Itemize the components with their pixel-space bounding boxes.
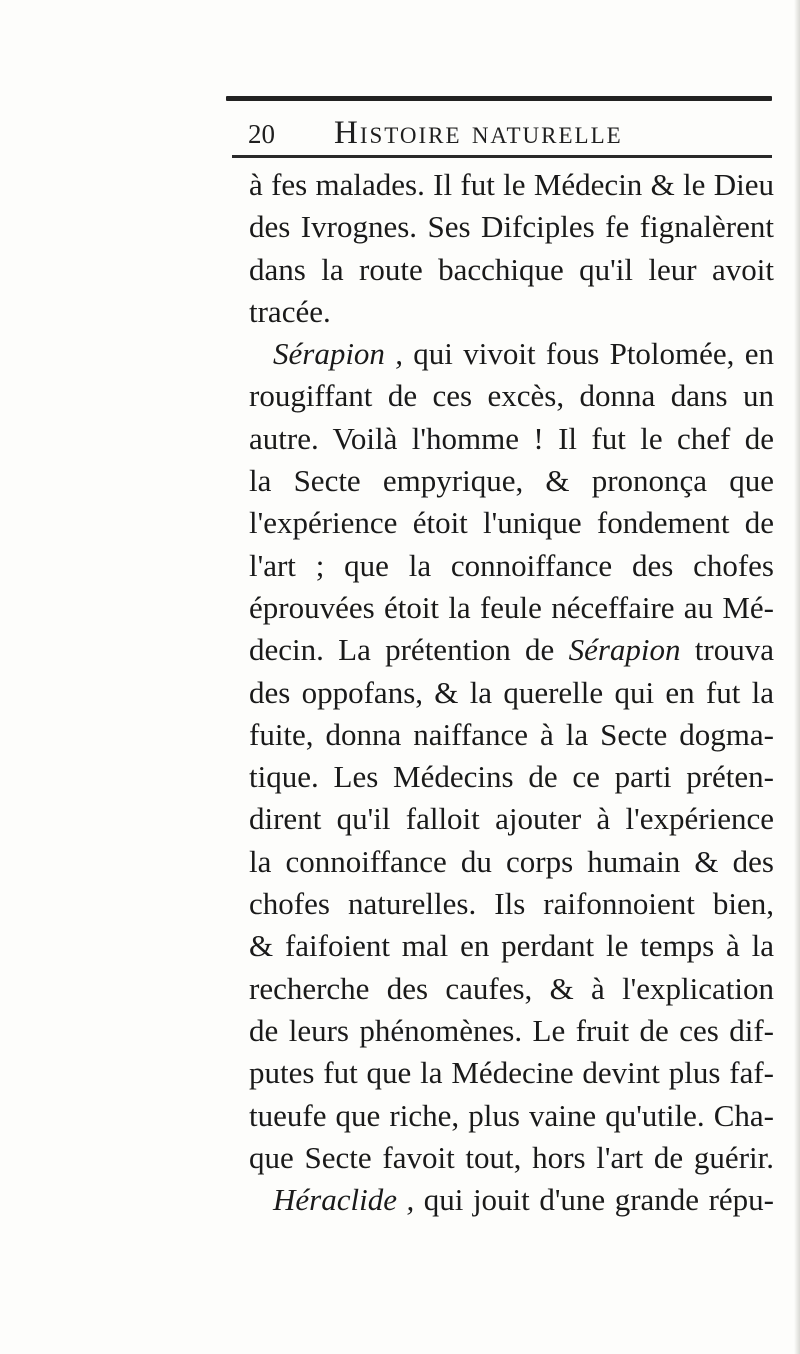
line-text: autre. Voilà l'homme ! Il fut le chef de	[249, 420, 774, 456]
line-text: éprouvées étoit la feule néceffaire au Mé-	[249, 589, 774, 625]
header-rule	[232, 155, 772, 158]
text-line	[249, 164, 774, 206]
italic-name: Sérapion	[568, 632, 681, 668]
italic-name: Sérapion ,	[273, 336, 403, 372]
line-text: tueufe que riche, plus vaine qu'utile. Cha-	[249, 1097, 774, 1133]
page-number: 20	[248, 119, 275, 149]
text-line	[249, 1137, 774, 1179]
line-text: fuite, donna naiffance à la Secte dogma-	[249, 716, 774, 752]
line-text: trouva	[680, 632, 774, 668]
line-text: tique. Les Médecins de ce parti préten-	[249, 759, 774, 795]
text-line	[249, 249, 774, 291]
text-line	[249, 418, 774, 460]
line-text: l'expérience étoit l'unique fondement de	[249, 505, 774, 541]
line-text: à fes malades. Il fut le Médecin & le Dieu	[249, 167, 774, 202]
top-rule	[226, 96, 772, 101]
line-text: des Ivrognes. Ses Difciples fe fignalèrent	[249, 209, 774, 245]
line-text: rougiffant de ces excès, donna dans un	[249, 378, 774, 414]
text-line	[249, 714, 774, 756]
line-text: des oppofans, & la querelle qui en fut la	[249, 674, 774, 710]
line-text: qui jouit d'une grande répu-	[414, 1182, 774, 1218]
line-text: recherche des caufes, & à l'explication	[249, 970, 774, 1006]
text-line	[249, 1052, 774, 1094]
text-line	[249, 1095, 774, 1137]
text-line	[249, 1010, 774, 1052]
text-line	[249, 206, 774, 248]
line-text: l'art ; que la connoiffance des chofes	[249, 547, 774, 583]
text-line	[249, 883, 774, 925]
line-text: dirent qu'il falloit ajouter à l'expérience	[249, 801, 774, 837]
line-text: & faifoient mal en perdant le temps à la	[249, 928, 774, 964]
text-line	[249, 968, 774, 1010]
line-text: tracée.	[249, 293, 331, 329]
line-text: chofes naturelles. Ils raifonnoient bien,	[249, 886, 774, 922]
line-text: la Secte empyrique, & prononça que	[249, 463, 774, 499]
text-line	[249, 841, 774, 883]
text-line	[249, 502, 774, 544]
text-line	[249, 672, 774, 714]
page-edge-shadow	[794, 0, 800, 1354]
line-text: que Secte favoit tout, hors l'art de guérir.	[249, 1139, 774, 1175]
text-line	[249, 460, 774, 502]
text-line	[249, 925, 774, 967]
line-text: decin. La prétention de	[249, 632, 569, 668]
line-text: de leurs phénomènes. Le fruit de ces dif-	[249, 1012, 774, 1048]
text-line	[249, 545, 774, 587]
text-line	[249, 1179, 774, 1221]
line-text: putes fut que la Médecine devint plus faf-	[249, 1055, 774, 1091]
text-line	[249, 587, 774, 629]
text-line	[249, 333, 774, 375]
text-line	[249, 798, 774, 840]
text-line	[249, 375, 774, 417]
line-text: dans la route bacchique qu'il leur avoit	[249, 251, 774, 287]
text-line	[249, 629, 774, 671]
page-header	[248, 113, 778, 153]
running-title: Histoire naturelle	[334, 115, 623, 151]
line-text: qui vivoit fous Ptolomée, en	[403, 336, 774, 372]
text-line	[249, 291, 774, 333]
body-text	[249, 164, 774, 1221]
text-line	[249, 756, 774, 798]
italic-name: Héraclide ,	[273, 1182, 415, 1218]
line-text: la connoiffance du corps humain & des	[249, 843, 774, 879]
